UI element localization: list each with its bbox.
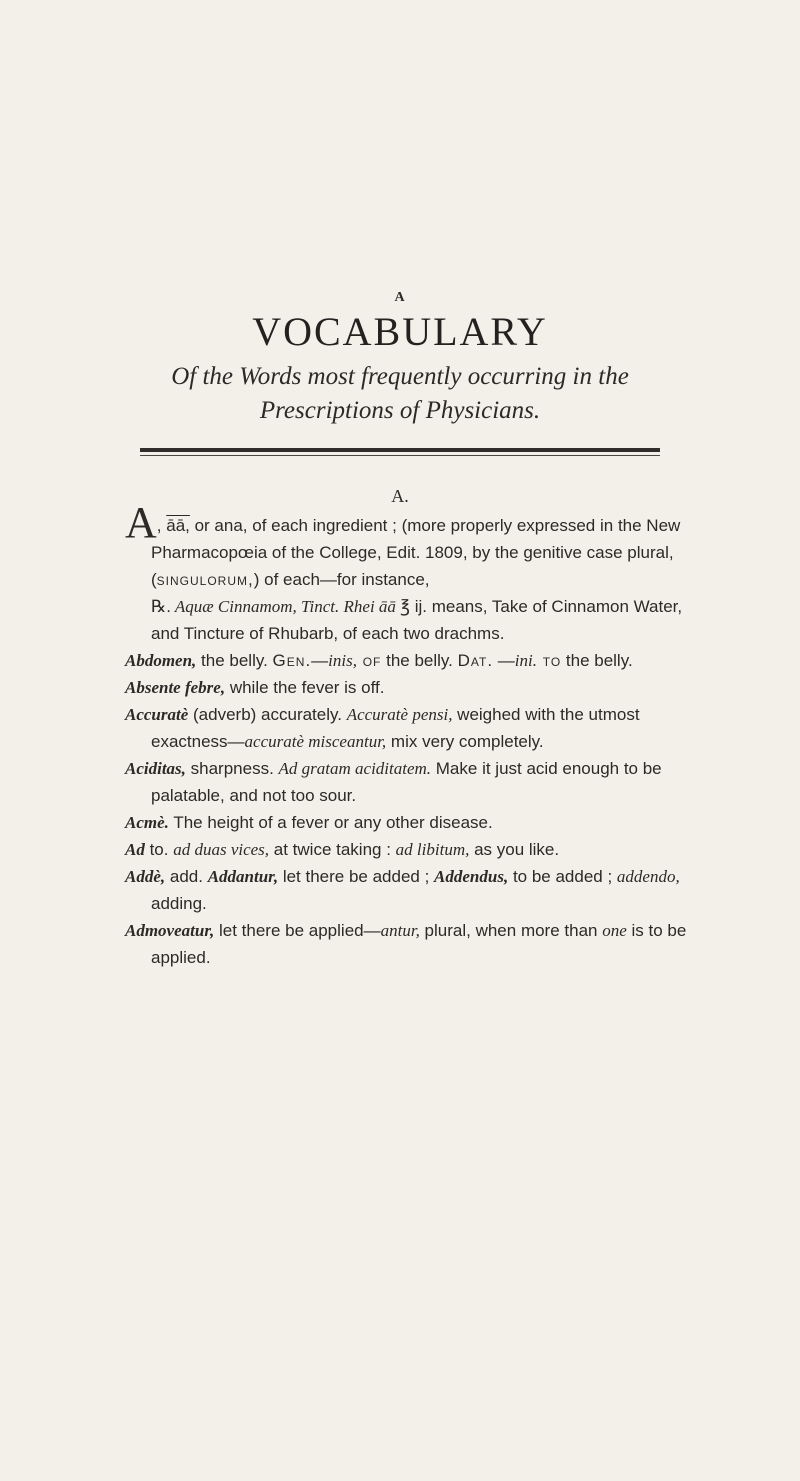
pre-title: A <box>394 290 406 305</box>
entry-headword: Addè, <box>125 867 166 886</box>
entry-text: the belly. <box>561 651 633 670</box>
entry-headword: Acmè. <box>125 813 169 832</box>
entry-aa <box>125 498 710 647</box>
entry-text: weighed with the utmost exactness— <box>151 705 640 751</box>
entry-text: — <box>493 651 515 670</box>
entry-italic: accuratè misceantur, <box>244 732 387 751</box>
entry-text: to. <box>144 840 174 859</box>
entry-headword: Ad <box>125 840 145 859</box>
entry-text: let there be applied— <box>214 921 381 940</box>
entry-text: to be added ; <box>508 867 617 886</box>
entry-admoveatur <box>125 917 710 971</box>
entry-ad <box>125 836 710 863</box>
divider-thick <box>140 448 660 452</box>
entry-acme <box>125 809 710 836</box>
entry-abdomen <box>125 647 710 674</box>
recipe-dose: ℥ ij. <box>400 597 427 616</box>
entry-small-caps: Gen. <box>272 651 312 670</box>
entry-absente <box>125 674 710 701</box>
entry-text: add. <box>165 867 208 886</box>
entry-headword: Addendus, <box>434 867 509 886</box>
entry-text: mix very completely. <box>386 732 544 751</box>
entry-text: at twice taking : <box>269 840 396 859</box>
entry-text: while the fever is off. <box>225 678 385 697</box>
page-title: VOCABULARY <box>252 309 548 354</box>
entry-headword: Admoveatur, <box>125 921 215 940</box>
entry-text: ) of each—for instance, <box>253 570 430 589</box>
subtitle-line-2: Prescriptions of Physicians. <box>259 397 541 424</box>
divider-thin <box>140 455 660 456</box>
recipe-meaning: means, Take of Cinnamon Water, and Tincture of Rhubarb, of each two drachms. <box>151 597 683 643</box>
entry-italic: Accuratè pensi, <box>346 705 453 724</box>
entry-text: or ana, of each ingredient ; (more properly expressed in the New Pharmacopœia of the College, Edit. 1809, by the genitive case plural, ( <box>151 516 681 589</box>
entry-text: plural, when more than <box>419 921 603 940</box>
entry-text: Make it just acid enough to be palatable, and not too sour. <box>151 759 662 805</box>
entry-headword: Accuratè <box>125 705 189 724</box>
entry-italic: antur, <box>380 921 420 940</box>
recipe-example: Aquæ Cinnamom, Tinct. Rhei āā <box>170 597 401 616</box>
entry-headword: Addantur, <box>207 867 279 886</box>
entry-headword: Absente febre, <box>125 678 226 697</box>
section-heading: A. <box>391 486 409 506</box>
entry-adde <box>125 863 710 917</box>
entry-text: the belly. <box>381 651 458 670</box>
vocabulary-entries <box>125 498 710 971</box>
entry-text: is to be applied. <box>151 921 687 967</box>
entry-text: let there be added ; <box>278 867 435 886</box>
page-subtitle <box>0 360 800 428</box>
entry-small-caps: singulorum, <box>156 570 254 589</box>
subtitle-line-1: Of the Words most frequently occurring in the <box>171 363 629 390</box>
entry-text: The height of a fever or any other disease. <box>168 813 493 832</box>
entry-italic: addendo, <box>616 867 680 886</box>
entry-headword: āā, <box>166 516 190 535</box>
entry-text: the belly. <box>196 651 273 670</box>
entry-small-caps: to <box>537 651 562 670</box>
entry-headword: Aciditas, <box>125 759 186 778</box>
entry-small-caps: of <box>356 651 382 670</box>
entry-italic: ad duas vices, <box>173 840 270 859</box>
entry-text: adding. <box>151 894 207 913</box>
recipe-symbol: ℞. <box>151 597 171 616</box>
entry-text: as you like. <box>469 840 560 859</box>
entry-headword: Abdomen, <box>125 651 197 670</box>
entry-mark: , <box>156 516 167 535</box>
entry-italic: one <box>602 921 627 940</box>
entry-accurate <box>125 701 710 755</box>
entry-small-caps: Dat. <box>457 651 494 670</box>
entry-text: sharpness. <box>185 759 279 778</box>
entry-italic: ini. <box>514 651 537 670</box>
entry-text: — <box>311 651 329 670</box>
drop-letter: A <box>125 498 157 547</box>
entry-italic: ad libitum, <box>395 840 470 859</box>
entry-italic: inis, <box>328 651 357 670</box>
entry-aciditas <box>125 755 710 809</box>
entry-italic: Ad gratam aciditatem. <box>278 759 432 778</box>
entry-text: (adverb) accurately. <box>188 705 347 724</box>
